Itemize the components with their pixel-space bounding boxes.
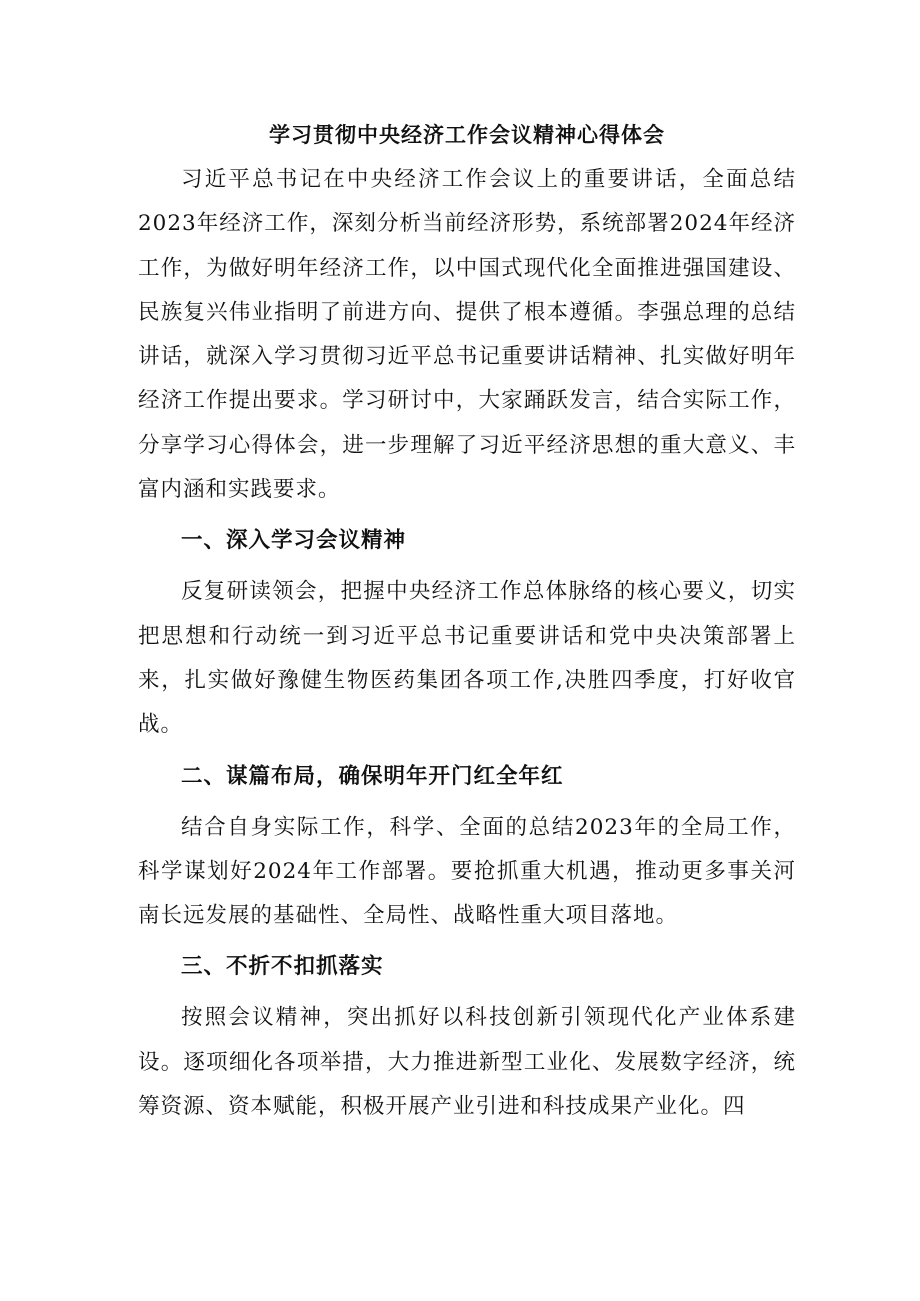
section-heading-1: 一、深入学习会议精神 [181, 528, 407, 554]
intro-paragraph: 习近平总书记在中央经济工作会议上的重要讲话，全面总结2023年经济工作，深刻分析当前经济形势，系统部署2024年经济工作，为做好明年经济工作，以中国式现代化全面推进强国建设、民族复兴伟业指明了前进方向、提供了根本遵循。李强总理的总结讲话，就深入学习贯彻习近平总书记重要讲话精神、扎实做好明年经济工作提出要求。学习研讨中，大家踊跃发言，结合实际工作，分享学习心得体会，进一步理解了习近平经济思想的重大意义、丰富内涵和实践要求。 [138, 167, 796, 503]
document-body [138, 112, 796, 1129]
section-body-1: 反复研读领会，把握中央经济工作总体脉络的核心要义，切实把思想和行动统一到习近平总书记重要讲话和党中央决策部署上来，扎实做好豫健生物医药集团各项工作,决胜四季度，打好收官战。 [138, 579, 796, 738]
document-title: 学习贯彻中央经济工作会议精神心得体会 [269, 122, 665, 147]
section-heading-2: 二、谋篇布局，确保明年开门红全年红 [181, 763, 564, 789]
section-heading-3: 三、不折不扣抓落实 [181, 954, 384, 980]
section-body-2: 结合自身实际工作，科学、全面的总结2023年的全局工作，科学谋划好2024年工作部署。要抢抓重大机遇，推动更多事关河南长远发展的基础性、全局性、战略性重大项目落地。 [138, 814, 796, 929]
section-body-3: 按照会议精神，突出抓好以科技创新引领现代化产业体系建设。逐项细化各项举措，大力推进新型工业化、发展数字经济，统筹资源、资本赋能，积极开展产业引进和科技成果产业化。四 [138, 1005, 796, 1120]
